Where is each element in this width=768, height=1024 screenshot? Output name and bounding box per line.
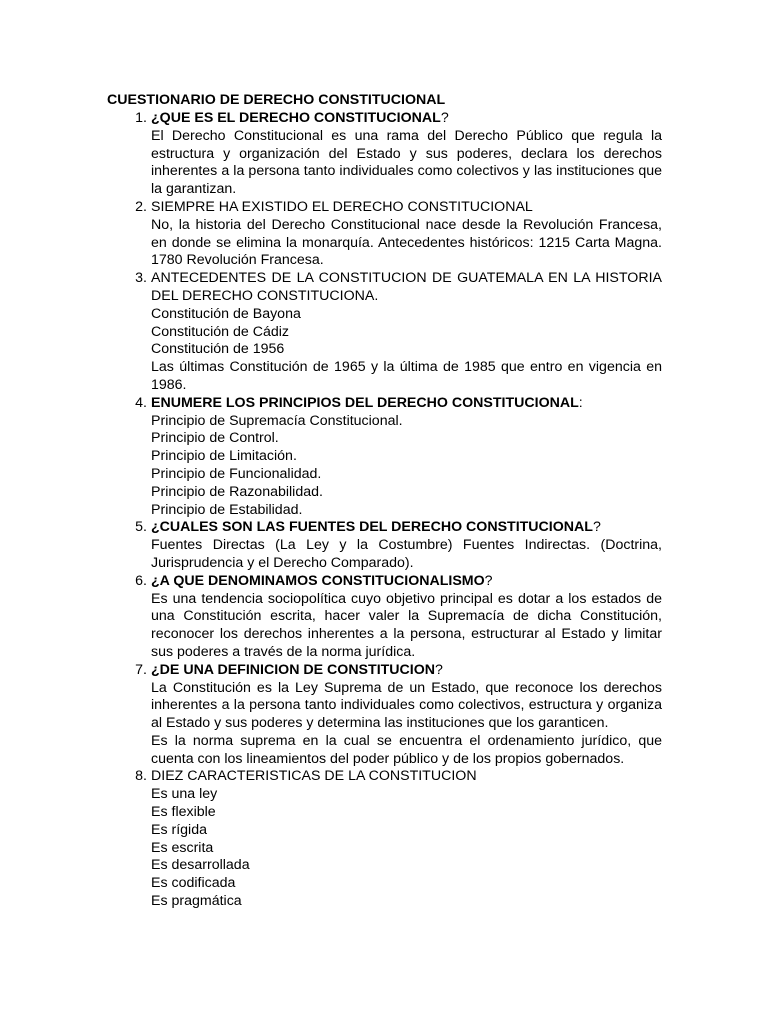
answer-text: Principio de Estabilidad. <box>151 501 303 518</box>
question-item <box>107 768 662 910</box>
answer-text: Es una ley <box>151 786 218 803</box>
answer-text: Las últimas Constitución de 1965 y la última de 1985 que entro en vigencia en 1986. <box>151 359 662 393</box>
question-title <box>151 573 662 591</box>
question-number: 8. <box>135 768 147 785</box>
document-title: CUESTIONARIO DE DERECHO CONSTITUCIONAL <box>107 92 446 108</box>
question-title-suffix: ? <box>440 110 449 126</box>
question-title-bold: ¿CUALES SON LAS FUENTES DEL DERECHO CONSTITUCIONAL <box>151 519 593 536</box>
question-number: 1. <box>135 110 147 126</box>
question-title-bold: ENUMERE LOS PRINCIPIOS DEL DERECHO CONSTITUCIONAL <box>151 394 579 411</box>
question-title <box>151 768 662 786</box>
question-number: 6. <box>135 572 147 589</box>
question-title-suffix: ? <box>435 661 443 678</box>
question-item <box>107 199 662 270</box>
answer-text: Es desarrollada <box>151 857 250 874</box>
question-title-bold: ¿A QUE DENOMINAMOS CONSTITUCIONALISMO <box>151 572 485 589</box>
answer-text: El Derecho Constitucional es una rama del Derecho Público que regula la estructura y organización del Estado y sus poderes, declara los derechos inherentes a la persona tanto individuales como colectivos y las instituciones que la garantizan. <box>151 127 662 198</box>
question-item <box>107 110 662 199</box>
question-item <box>107 270 662 395</box>
answer-text: Constitución de Bayona <box>151 305 301 322</box>
question-title <box>151 199 662 217</box>
answer-text: Fuentes Directas (La Ley y la Costumbre) Fuentes Indirectas. (Doctrina, Jurisprudencia y el Derecho Comparado). <box>151 537 662 571</box>
answer-text: Principio de Funcionalidad. <box>151 465 322 482</box>
answer-text: La Constitución es la Ley Suprema de un Estado, que reconoce los derechos inherentes a la persona tanto individuales como colectivos, estructura y organiza al Estado y sus poderes y determina las instituciones que los garanticen. <box>151 679 662 732</box>
answer-text: Es codificada <box>151 875 236 892</box>
answer-text: Es la norma suprema en la cual se encuentra el ordenamiento jurídico, que cuenta con los lineamientos del poder público y de los propios gobernados. <box>151 732 662 767</box>
question-item <box>107 573 662 662</box>
question-list <box>107 110 662 911</box>
question-number: 4. <box>135 394 147 411</box>
answer-text: Principio de Limitación. <box>151 448 297 465</box>
question-number: 3. <box>135 270 147 287</box>
question-item <box>107 662 662 769</box>
question-title-text: ANTECEDENTES DE LA CONSTITUCION DE GUATEMALA EN LA HISTORIA DEL DERECHO CONSTITUCIONA. <box>151 270 662 304</box>
question-title-suffix: ? <box>592 519 601 536</box>
question-number: 2. <box>135 198 147 215</box>
question-title <box>151 519 662 537</box>
answer-text: Es escrita <box>151 839 214 856</box>
question-number: 5. <box>135 519 147 536</box>
answer-text: No, la historia del Derecho Constitucional nace desde la Revolución Francesa, en donde se elimina la monarquía. Antecedentes históricos: 1215 Carta Magna. 1780 Revolución Francesa. <box>151 216 662 269</box>
answer-text: Principio de Control. <box>151 430 279 447</box>
question-title-bold: ¿DE UNA DEFINICION DE CONSTITUCION <box>151 661 436 678</box>
question-title <box>151 270 662 306</box>
answer-text: Principio de Razonabilidad. <box>151 483 323 500</box>
question-title-suffix: ? <box>484 572 493 589</box>
answer-text: Principio de Supremacía Constitucional. <box>151 412 403 429</box>
question-number: 7. <box>135 661 147 678</box>
answer-text: Constitución de 1956 <box>151 341 285 358</box>
question-item <box>107 519 662 572</box>
question-title-suffix: : <box>578 394 583 411</box>
answer-text: Es pragmática <box>151 893 242 910</box>
question-title <box>151 110 662 128</box>
answer-text: Constitución de Cádiz <box>151 323 290 340</box>
answer-text: Es una tendencia sociopolítica cuyo objetivo principal es dotar a los estados de una Constitución escrita, hacer valer la Supremacía de dicha Constitución, reconocer los derechos inherentes a la persona, estructurar al Estado y limitar sus poderes a través de la norma jurídica. <box>151 590 662 660</box>
question-title-text: SIEMPRE HA EXISTIDO EL DERECHO CONSTITUCIONAL <box>151 198 533 215</box>
question-item <box>107 395 662 520</box>
question-title-bold: ¿QUE ES EL DERECHO CONSTITUCIONAL <box>151 110 441 126</box>
question-title-text: DIEZ CARACTERISTICAS DE LA CONSTITUCION <box>151 768 477 785</box>
question-title <box>151 395 662 413</box>
answer-text: Es flexible <box>151 804 216 821</box>
answer-text: Es rígida <box>151 821 207 838</box>
question-title <box>151 662 662 680</box>
